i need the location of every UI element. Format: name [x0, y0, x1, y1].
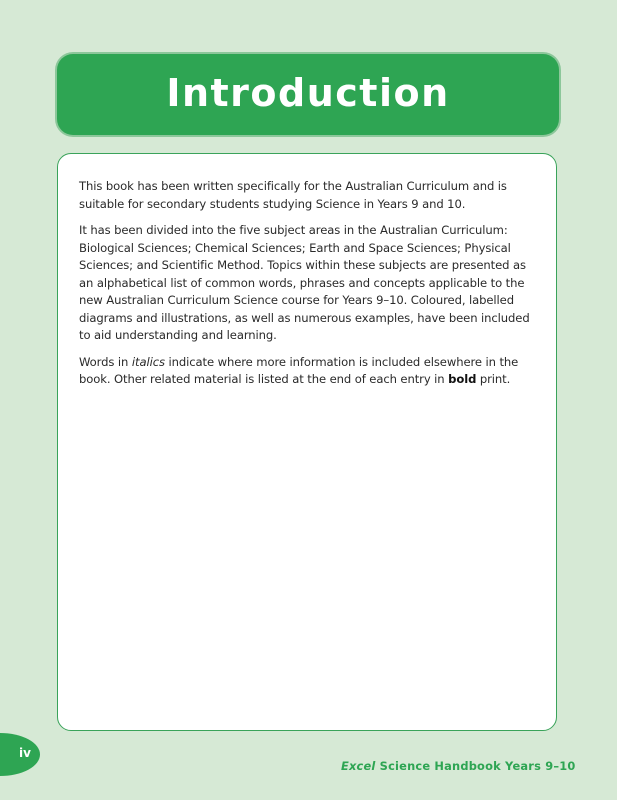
footer-brand: Excel — [341, 759, 376, 773]
title-banner — [57, 54, 559, 135]
footer-title-text: Science Handbook Years 9–10 — [375, 759, 576, 773]
paragraph-3-part-3: print. — [476, 372, 511, 386]
paragraph-3-part-2: indicate where more information is included elsewhere in the book. Other related material is listed at the end of each entry in — [79, 354, 519, 386]
intro-paragraph-3 — [79, 354, 536, 389]
intro-paragraph-2: It has been divided into the five subject areas in the Australian Curriculum: Biological Sciences; Chemical Sciences; Earth and Space Sciences; Physical Sciences; and Scientific Method. Topics within these subjects are presented as an alphabetical list of common words, phrases and concepts applicable to the new Australian Curriculum Science course for Years 9–10. Coloured, labelled diagrams and illustrations, as well as numerous examples, have been included to aid understanding and learning. — [79, 223, 530, 342]
page-number: iv — [19, 746, 31, 760]
bold-example: bold — [448, 372, 477, 386]
page-title: Introduction — [166, 70, 450, 115]
italics-example: italics — [131, 354, 165, 369]
intro-paragraph-1: This book has been written specifically for the Australian Curriculum and is suitable for secondary students studying Science in Years 9 and 10. — [79, 179, 507, 211]
paragraph-3-part-1: Words in — [79, 354, 132, 369]
footer-book-title — [341, 759, 576, 773]
content-card — [57, 153, 557, 731]
